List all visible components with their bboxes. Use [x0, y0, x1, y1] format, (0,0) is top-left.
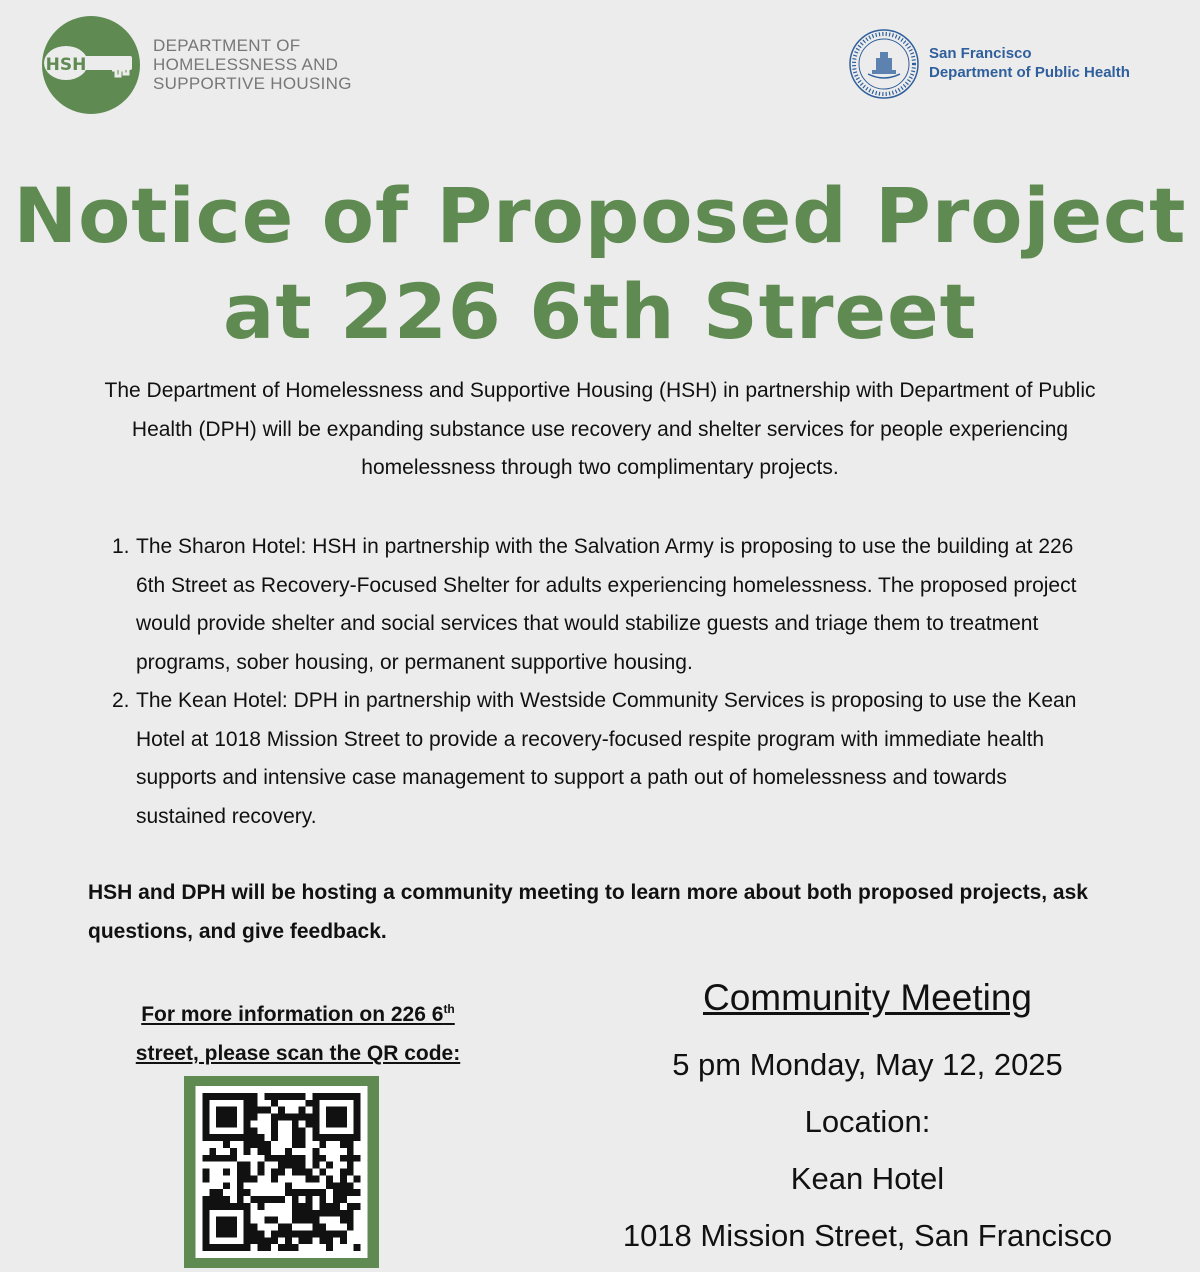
project-list — [112, 528, 1102, 836]
list-item-text: The Kean Hotel: DPH in partnership with Westside Community Services is proposing to use the Kean Hotel at 1018 Mission Street to provide a recovery-focused respite program with immediate health supports and intensive case management to support a path out of homelessness and towards sustained recovery. — [136, 689, 1077, 828]
hsh-name-line-3: SUPPORTIVE HOUSING — [153, 74, 352, 93]
dph-name-line-1: San Francisco — [929, 45, 1032, 62]
dph-name-line-2: Department of Public Health — [929, 64, 1130, 81]
qr-code-icon — [194, 1086, 369, 1258]
qr-code[interactable] — [184, 1076, 379, 1268]
title-line-1: Notice of Proposed Project — [13, 171, 1187, 260]
hsh-name-line-2: HOMELESSNESS AND — [153, 55, 339, 74]
more-info-superscript: th — [443, 1002, 455, 1016]
hsh-logo — [42, 16, 140, 114]
hsh-name-line-1: DEPARTMENT OF — [153, 36, 301, 55]
page-title — [0, 168, 1200, 360]
more-info-text — [110, 990, 486, 1073]
sf-seal-icon — [848, 28, 920, 100]
hsh-department-name — [153, 36, 352, 93]
list-item — [112, 528, 1102, 682]
list-item-number: 1. — [112, 535, 130, 558]
dph-department-name — [929, 44, 1130, 82]
hsh-logo-text: HSH — [45, 55, 87, 75]
list-item — [112, 682, 1102, 836]
meeting-venue: Kean Hotel — [790, 1161, 945, 1196]
meeting-address: 1018 Mission Street, San Francisco — [622, 1218, 1113, 1253]
meeting-datetime: 5 pm Monday, May 12, 2025 — [672, 1047, 1063, 1082]
more-info-line-1: For more information on 226 6 — [141, 1003, 444, 1026]
meeting-details — [580, 970, 1155, 1264]
intro-paragraph: The Department of Homelessness and Supportive Housing (HSH) in partnership with Department of Public Health (DPH) will be expanding substance use recovery and shelter services for people experiencing homelessness through two complimentary projects. — [104, 379, 1096, 479]
meeting-title: Community Meeting — [702, 977, 1032, 1018]
meeting-location-label: Location: — [804, 1104, 931, 1139]
more-info-line-2: street, please scan the QR code: — [135, 1042, 461, 1065]
list-item-text: The Sharon Hotel: HSH in partnership with the Salvation Army is proposing to use the building at 226 6th Street as Recovery-Focused Shelter for adults experiencing homelessness. The proposed project would provide shelter and social services that would stabilize guests and triage them to treatment programs, sober housing, or permanent supportive housing. — [136, 535, 1077, 674]
key-shaft-icon — [82, 56, 132, 70]
list-item-number: 2. — [112, 689, 130, 712]
meeting-announcement: HSH and DPH will be hosting a community meeting to learn more about both proposed projects, ask questions, and give feedback. — [88, 881, 1088, 943]
title-line-2: at 226 6th Street — [223, 267, 977, 356]
